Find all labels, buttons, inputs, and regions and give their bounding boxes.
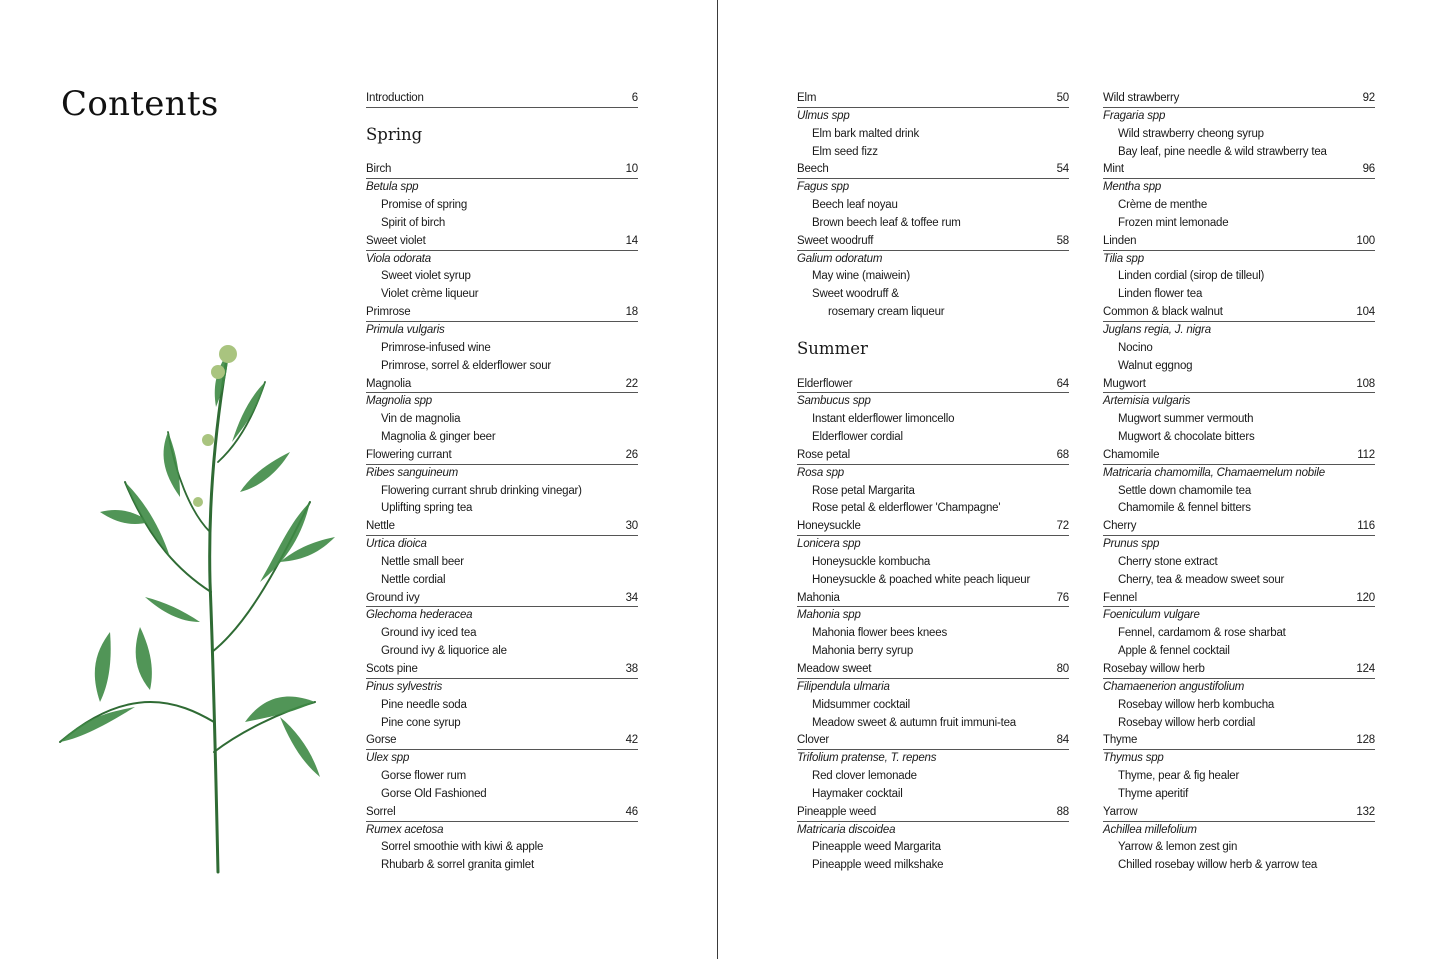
page-number: 132 [1356,805,1375,818]
toc-plant-entry [797,732,1069,750]
toc-plant-entry [1103,304,1375,322]
recipe-item: Gorse flower rum [381,770,466,783]
plant-name: Yarrow [1103,805,1138,818]
plant-name: Sweet woodruff [797,234,874,247]
latin-name: Ulmus spp [797,109,850,122]
toc-plant-entry [1103,804,1375,822]
latin-name: Urtica dioica [366,538,427,551]
plant-name: Clover [797,734,830,747]
recipe-item: Walnut eggnog [1118,359,1193,372]
recipe-item: Rose petal & elderflower 'Champagne' [812,502,1001,515]
toc-plant-entry [1103,732,1375,750]
toc-plant-entry [366,161,638,179]
toc-plant-entry [366,233,638,251]
latin-name: Chamaenerion angustifolium [1103,680,1245,693]
plant-name: Ground ivy [366,591,420,604]
plant-name: Linden [1103,234,1137,247]
plant-name: Meadow sweet [797,663,872,676]
season-heading: Spring [366,124,423,144]
toc-plant-entry [366,518,638,536]
page-number: 108 [1356,377,1375,390]
recipe-item: Magnolia & ginger beer [381,431,496,444]
recipe-item: Beech leaf noyau [812,199,898,212]
latin-name: Fagus spp [797,181,849,194]
plant-name: Cherry [1103,520,1137,533]
page-number: 50 [1056,92,1069,104]
toc-plant-entry [797,161,1069,179]
contents-column-3 [1103,90,1375,875]
page-number: 80 [1056,663,1069,676]
page-number: 22 [625,377,638,390]
recipe-item: Crème de menthe [1118,199,1208,212]
page-number: 26 [625,448,638,461]
recipe-item: Settle down chamomile tea [1118,484,1252,497]
recipe-item: Sweet violet syrup [381,270,471,283]
page-number: 72 [1056,520,1069,533]
toc-plant-entry [366,661,638,679]
latin-name: Fragaria spp [1103,109,1166,122]
toc-plant-entry [366,304,638,322]
recipe-item-continuation: rosemary cream liqueur [828,306,945,319]
recipe-item: Pine needle soda [381,698,467,711]
plant-name: Common & black walnut [1103,306,1223,319]
recipe-item: Mahonia flower bees knees [812,627,947,640]
recipe-item: Bay leaf, pine needle & wild strawberry tea [1118,145,1327,158]
toc-plant-entry [797,376,1069,394]
toc-plant-entry [366,804,638,822]
latin-name: Tilia spp [1103,252,1144,265]
recipe-item: Vin de magnolia [381,413,461,426]
recipe-item: Ground ivy iced tea [381,627,477,640]
recipe-item: Pine cone syrup [381,716,461,729]
recipe-item: Wild strawberry cheong syrup [1118,127,1264,140]
plant-name: Mahonia [797,591,840,604]
plant-name: Thyme [1103,734,1138,747]
latin-name: Magnolia spp [366,395,433,408]
toc-plant-entry [1103,233,1375,251]
recipe-item: Sorrel smoothie with kiwi & apple [381,841,544,854]
recipe-item: Flowering currant shrub drinking vinegar) [381,484,582,497]
recipe-item: Nettle cordial [381,573,446,586]
toc-plant-entry [366,90,638,108]
plant-name: Rose petal [797,448,850,461]
recipe-item: Apple & fennel cocktail [1118,645,1230,658]
recipe-item: Frozen mint lemonade [1118,216,1229,229]
page-number: 128 [1356,734,1375,747]
toc-plant-entry [797,233,1069,251]
page-number: 104 [1356,306,1375,319]
recipe-item: Thyme, pear & fig healer [1118,770,1240,783]
page-number: 6 [631,92,638,104]
latin-name: Rumex acetosa [366,823,444,836]
latin-name: Trifolium pratense, T. repens [797,752,937,765]
page-number: 84 [1056,734,1069,747]
plant-name: Mugwort [1103,377,1146,390]
plant-name: Wild strawberry [1103,92,1180,104]
page-number: 116 [1357,520,1375,533]
recipe-item: Meadow sweet & autumn fruit immuni-tea [812,716,1016,729]
page-number: 124 [1356,663,1375,675]
toc-plant-entry [366,376,638,394]
latin-name: Matricaria chamomilla, Chamaemelum nobile [1103,466,1325,479]
plant-name: Sorrel [366,805,396,818]
toc-plant-entry [1103,376,1375,394]
page-number: 76 [1056,591,1069,604]
plant-name: Rosebay willow herb [1103,663,1205,675]
plant-name: Pineapple weed [797,805,877,818]
page-title: Contents [61,84,219,124]
toc-plant-entry [366,590,638,608]
latin-name: Lonicera spp [797,538,861,551]
recipe-item: Haymaker cocktail [812,787,903,800]
latin-name: Foeniculum vulgare [1103,609,1200,622]
plant-name: Gorse [366,734,397,747]
recipe-item: Pineapple weed milkshake [812,859,944,872]
recipe-item: Mahonia berry syrup [812,645,914,658]
latin-name: Betula spp [366,181,419,194]
latin-name: Mentha spp [1103,181,1162,194]
recipe-item: Thyme aperitif [1118,787,1189,800]
page-number: 14 [625,234,638,247]
contents-column-1 [366,90,638,875]
latin-name: Sambucus spp [797,395,871,408]
latin-name: Glechoma hederacea [366,609,473,622]
toc-plant-entry [366,447,638,465]
toc-plant-entry [1103,161,1375,179]
recipe-item: Primrose, sorrel & elderflower sour [381,359,552,372]
toc-plant-entry [1103,447,1375,465]
recipe-item: Cherry, tea & meadow sweet sour [1118,573,1285,586]
page-number: 10 [625,163,638,176]
page-number: 34 [625,591,638,604]
recipe-item: Uplifting spring tea [381,502,473,515]
page-number: 92 [1362,92,1375,104]
latin-name: Rosa spp [797,466,844,479]
contents-column-2 [797,90,1069,875]
recipe-item: Rosebay willow herb kombucha [1118,698,1275,711]
toc-plant-entry [1103,590,1375,608]
latin-name: Prunus spp [1103,538,1160,551]
recipe-item: Honeysuckle & poached white peach liqueur [812,573,1031,586]
recipe-item: May wine (maiwein) [812,270,911,283]
plant-name: Elderflower [797,377,853,390]
toc-plant-entry [797,661,1069,679]
plant-name: Honeysuckle [797,520,861,533]
recipe-item: Primrose-infused wine [381,341,491,354]
latin-name: Artemisia vulgaris [1103,395,1191,408]
recipe-item: Rhubarb & sorrel granita gimlet [381,859,534,872]
recipe-item: Mugwort summer vermouth [1118,413,1254,426]
plant-name: Elm [797,92,817,104]
recipe-item: Yarrow & lemon zest gin [1118,841,1238,854]
page-number: 54 [1056,163,1069,176]
page-number: 96 [1362,163,1375,176]
plant-name: Birch [366,163,392,176]
plant-name: Scots pine [366,663,418,676]
plant-name: Sweet violet [366,234,426,247]
toc-plant-entry [797,90,1069,108]
recipe-item: Fennel, cardamom & rose sharbat [1118,627,1286,640]
latin-name: Matricaria discoidea [797,823,896,836]
recipe-item: Linden cordial (sirop de tilleul) [1118,270,1265,283]
recipe-item: Spirit of birch [381,216,446,229]
toc-plant-entry [797,447,1069,465]
recipe-item: Nocino [1118,341,1153,354]
recipe-item: Chilled rosebay willow herb & yarrow tea [1118,859,1318,872]
latin-name: Ulex spp [366,752,410,765]
page-number: 88 [1056,805,1069,818]
latin-name: Galium odoratum [797,252,883,265]
recipe-item: Nettle small beer [381,555,464,568]
recipe-item: Rose petal Margarita [812,484,915,497]
plant-illustration [40,322,340,882]
plant-name: Magnolia [366,377,412,390]
page-gutter [717,0,718,959]
plant-name: Mint [1103,163,1124,176]
latin-name: Filipendula ulmaria [797,680,890,693]
latin-name: Pinus sylvestris [366,680,443,693]
page-number: 58 [1056,234,1069,247]
toc-plant-entry [797,590,1069,608]
recipe-item: Sweet woodruff & [812,288,899,301]
recipe-item: Rosebay willow herb cordial [1118,716,1256,729]
page-number: 64 [1056,377,1069,390]
latin-name: Mahonia spp [797,609,861,622]
toc-plant-entry [366,732,638,750]
page-number: 30 [625,520,638,533]
latin-name: Thymus spp [1103,752,1164,765]
latin-name: Primula vulgaris [366,323,445,336]
toc-plant-entry [797,804,1069,822]
recipe-item: Elderflower cordial [812,431,903,444]
recipe-item: Promise of spring [381,199,468,212]
plant-name: Chamomile [1103,448,1160,461]
recipe-item: Ground ivy & liquorice ale [381,645,507,658]
page-number: 100 [1356,234,1375,247]
recipe-item: Mugwort & chocolate bitters [1118,431,1255,444]
page-number: 38 [625,663,638,676]
page-number: 120 [1356,591,1375,604]
toc-plant-entry [797,518,1069,536]
recipe-item: Red clover lemonade [812,770,917,783]
recipe-item: Linden flower tea [1118,288,1203,301]
plant-name: Primrose [366,306,411,319]
toc-plant-entry [1103,518,1375,536]
recipe-item: Violet crème liqueur [381,288,479,301]
toc-plant-entry [1103,90,1375,108]
recipe-item: Pineapple weed Margarita [812,841,941,854]
season-heading: Summer [797,338,868,358]
recipe-item: Brown beech leaf & toffee rum [812,216,961,229]
plant-name: Fennel [1103,591,1137,604]
recipe-item: Elm seed fizz [812,145,878,158]
page-number: 42 [625,734,638,747]
plant-name: Beech [797,163,829,176]
latin-name: Ribes sanguineum [366,466,459,479]
page-number: 112 [1357,448,1375,461]
latin-name: Juglans regia, J. nigra [1103,323,1211,336]
recipe-item: Instant elderflower limoncello [812,413,955,426]
page-number: 68 [1056,448,1069,461]
plant-name: Introduction [366,92,424,104]
latin-name: Achillea millefolium [1103,823,1197,836]
recipe-item: Cherry stone extract [1118,555,1218,568]
page-number: 18 [625,306,638,319]
recipe-item: Chamomile & fennel bitters [1118,502,1251,515]
recipe-item: Elm bark malted drink [812,127,920,140]
recipe-item: Midsummer cocktail [812,698,911,711]
page-number: 46 [625,805,638,818]
plant-name: Nettle [366,520,395,533]
latin-name: Viola odorata [366,252,431,265]
recipe-item: Gorse Old Fashioned [381,787,487,800]
toc-plant-entry [1103,661,1375,679]
recipe-item: Honeysuckle kombucha [812,555,931,568]
plant-name: Flowering currant [366,448,452,461]
